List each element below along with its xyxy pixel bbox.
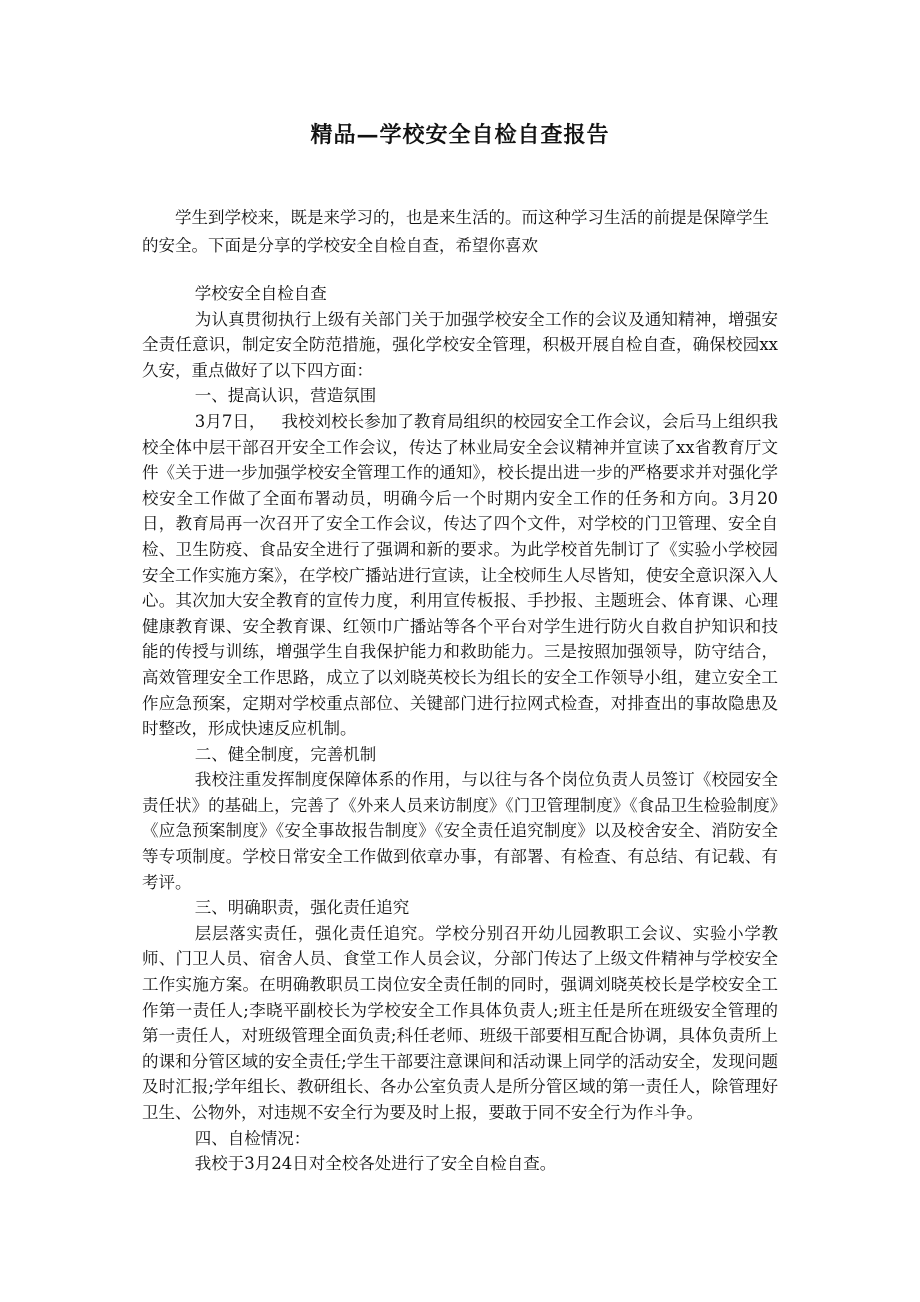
document-title: 精品—学校安全自检自查报告 (310, 122, 610, 148)
part4-heading: 四、自检情况： (194, 1128, 311, 1148)
part4-paragraph: 我校于3月24日对全校各处进行了安全自检自查。 (194, 1154, 557, 1174)
part3-heading: 三、明确职责，强化责任追究 (194, 898, 410, 918)
document-body (142, 281, 778, 1177)
part3-paragraph: 层层落实责任，强化责任追究。学校分别召开幼儿园教职工会议、实验小学教师、门卫人员、宿舍人员、食堂工作人员会议，分部门传达了上级文件精神与学校安全工作实施方案。在明确教职员工岗位安全责任制的同时，强调刘晓英校长是学校安全工作第一责任人;李晓平副校长为学校安全工作具体负责人;班主任是所在班级安全管理的第一责任人，对班级管理全面负责;科任老师、班级干部要相互配合协调，具体负责所上的课和分管区域的安全责任;学生干部要注意课间和活动课上同学的活动安全，发现问题及时汇报;学年组长、教研组长、各办公室负责人是所分管区域的第一责任人，除管理好卫生、公物外，对违规不安全行为要及时上报，要敢于同不安全行为作斗争。 (142, 923, 778, 1122)
intro-paragraph: 学生到学校来，既是来学习的，也是来生活的。而这种学习生活的前提是保障学生的安全。下面是分享的学校安全自检自查，希望你喜欢 (142, 208, 769, 255)
part1-heading: 一、提高认识，营造氛围 (194, 386, 377, 406)
part1-paragraph: 3月7日， 我校刘校长参加了教育局组织的校园安全工作会议，会后马上组织我校全体中层干部召开安全工作会议，传达了林业局安全会议精神并宣读了xx省教育厅文件《关于进一步加强学校安全管理工作的通知》，校长提出进一步的严格要求并对强化学校安全工作做了全面布署动员，明确今后一个时期内安全工作的任务和方向。3月20日，教育局再一次召开了安全工作会议，传达了四个文件，对学校的门卫管理、安全自检、卫生防疫、食品安全进行了强调和新的要求。为此学校首先制订了《实验小学校园安全工作实施方案》，在学校广播站进行宣读，让全校师生人尽皆知，使安全意识深入人心。其次加大安全教育的宣传力度，利用宣传板报、手抄报、主题班会、体育课、心理健康教育课、安全教育课、红领巾广播站等各个平台对学生进行防火自救自护知识和技能的传授与训练，增强学生自我保护能力和救助能力。三是按照加强领导，防守结合，高效管理安全工作思路，成立了以刘晓英校长为组长的安全工作领导小组，建立安全工作应急预案，定期对学校重点部位、关键部门进行拉网式检查，对排查出的事故隐患及时整改，形成快速反应机制。 (142, 411, 778, 739)
part2-paragraph: 我校注重发挥制度保障体系的作用，与以往与各个岗位负责人员签订《校园安全责任状》的基础上，完善了《外来人员来访制度》《门卫管理制度》《食品卫生检验制度》《应急预案制度》《安全事故报告制度》《安全责任追究制度》以及校舍安全、消防安全等专项制度。学校日常安全工作做到依章办事，有部署、有检查、有总结、有记载、有考评。 (142, 770, 778, 892)
section-title: 学校安全自检自查 (194, 284, 327, 303)
part2-heading: 二、健全制度，完善机制 (194, 744, 377, 764)
opening-paragraph: 为认真贯彻执行上级有关部门关于加强学校安全工作的会议及通知精神，增强安全责任意识，制定安全防范措施，强化学校安全管理，积极开展自检自查，确保校园xx久安，重点做好了以下四方面： (142, 309, 778, 380)
